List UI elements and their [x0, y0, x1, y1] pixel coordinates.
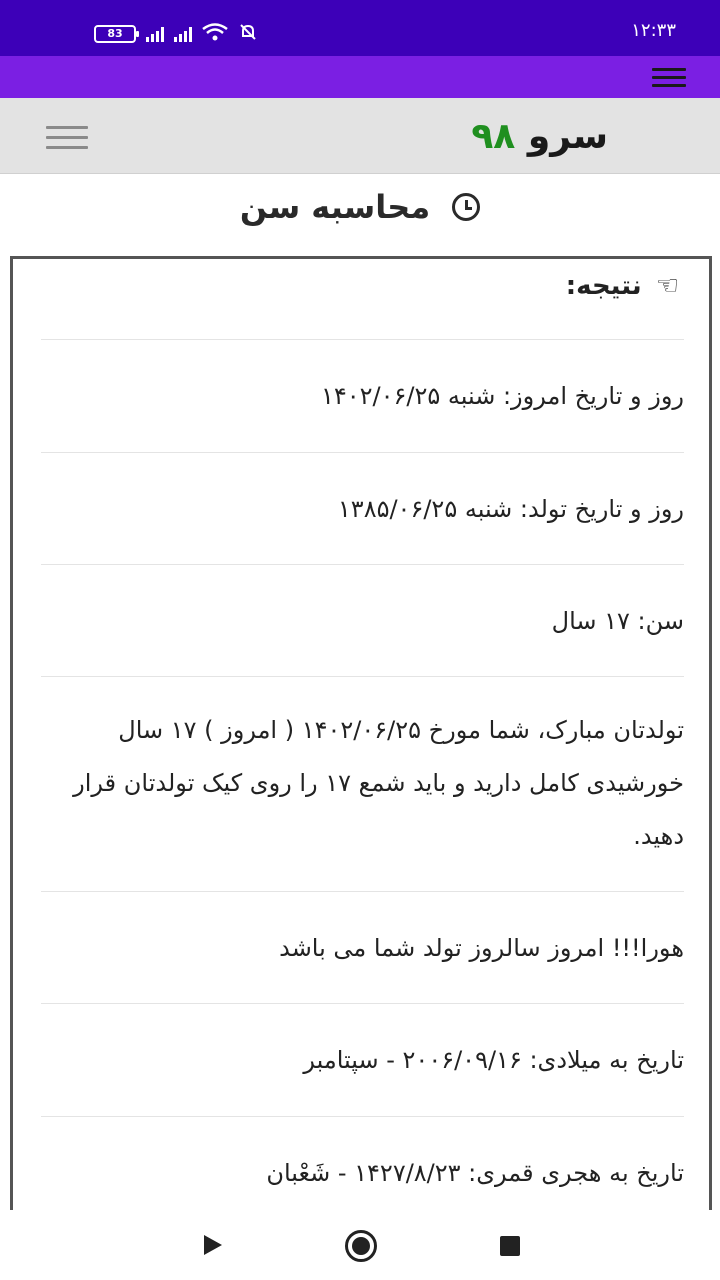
app-bar	[0, 56, 720, 98]
site-header	[0, 98, 720, 174]
muted-bell-icon	[238, 22, 258, 46]
hamburger-menu-icon[interactable]	[46, 126, 88, 156]
logo-number: ۹۸	[471, 116, 516, 157]
row-gregorian: تاریخ به میلادی: ۲۰۰۶/۰۹/۱۶ - سپتامبر	[41, 1003, 684, 1086]
signal-icon	[174, 26, 192, 42]
back-icon[interactable]	[204, 1235, 222, 1255]
page-title-text: محاسبه سن	[239, 188, 431, 226]
status-bar	[0, 0, 720, 56]
status-time: ۱۲:۳۳	[631, 20, 676, 41]
home-icon[interactable]	[345, 1230, 377, 1262]
signal-icon	[146, 26, 164, 42]
result-box	[10, 256, 712, 1236]
logo-word: سرو	[527, 116, 608, 157]
menu-icon[interactable]	[652, 68, 686, 92]
clock-icon	[452, 193, 480, 221]
row-birth-date: روز و تاریخ تولد: شنبه ۱۳۸۵/۰۶/۲۵	[41, 452, 684, 535]
navigation-bar	[0, 1210, 720, 1280]
result-label: نتیجه:	[565, 271, 642, 301]
pointing-hand-icon: ☜	[655, 271, 679, 301]
row-hijri: تاریخ به هجری قمری: ۱۴۲۷/۸/۲۳ - شَعْبان	[41, 1116, 684, 1199]
site-logo[interactable]	[471, 116, 608, 157]
row-hooray: هورا!!! امروز سالروز تولد شما می باشد	[41, 891, 684, 974]
page-title	[0, 182, 720, 232]
row-today: روز و تاریخ امروز: شنبه ۱۴۰۲/۰۶/۲۵	[41, 339, 684, 422]
status-icons	[94, 22, 258, 46]
row-age: سن: ۱۷ سال	[41, 564, 684, 647]
wifi-icon	[202, 23, 228, 45]
row-birthday-message: تولدتان مبارک، شما مورخ ۱۴۰۲/۰۶/۲۵ ( امروز ) ۱۷ سال خورشیدی کامل دارید و باید شمع ۱۷ را روی کیک تولدتان قرار دهید.	[41, 676, 684, 863]
result-header	[566, 271, 679, 301]
battery-icon: 83	[94, 25, 136, 43]
recent-apps-icon[interactable]	[500, 1236, 520, 1256]
